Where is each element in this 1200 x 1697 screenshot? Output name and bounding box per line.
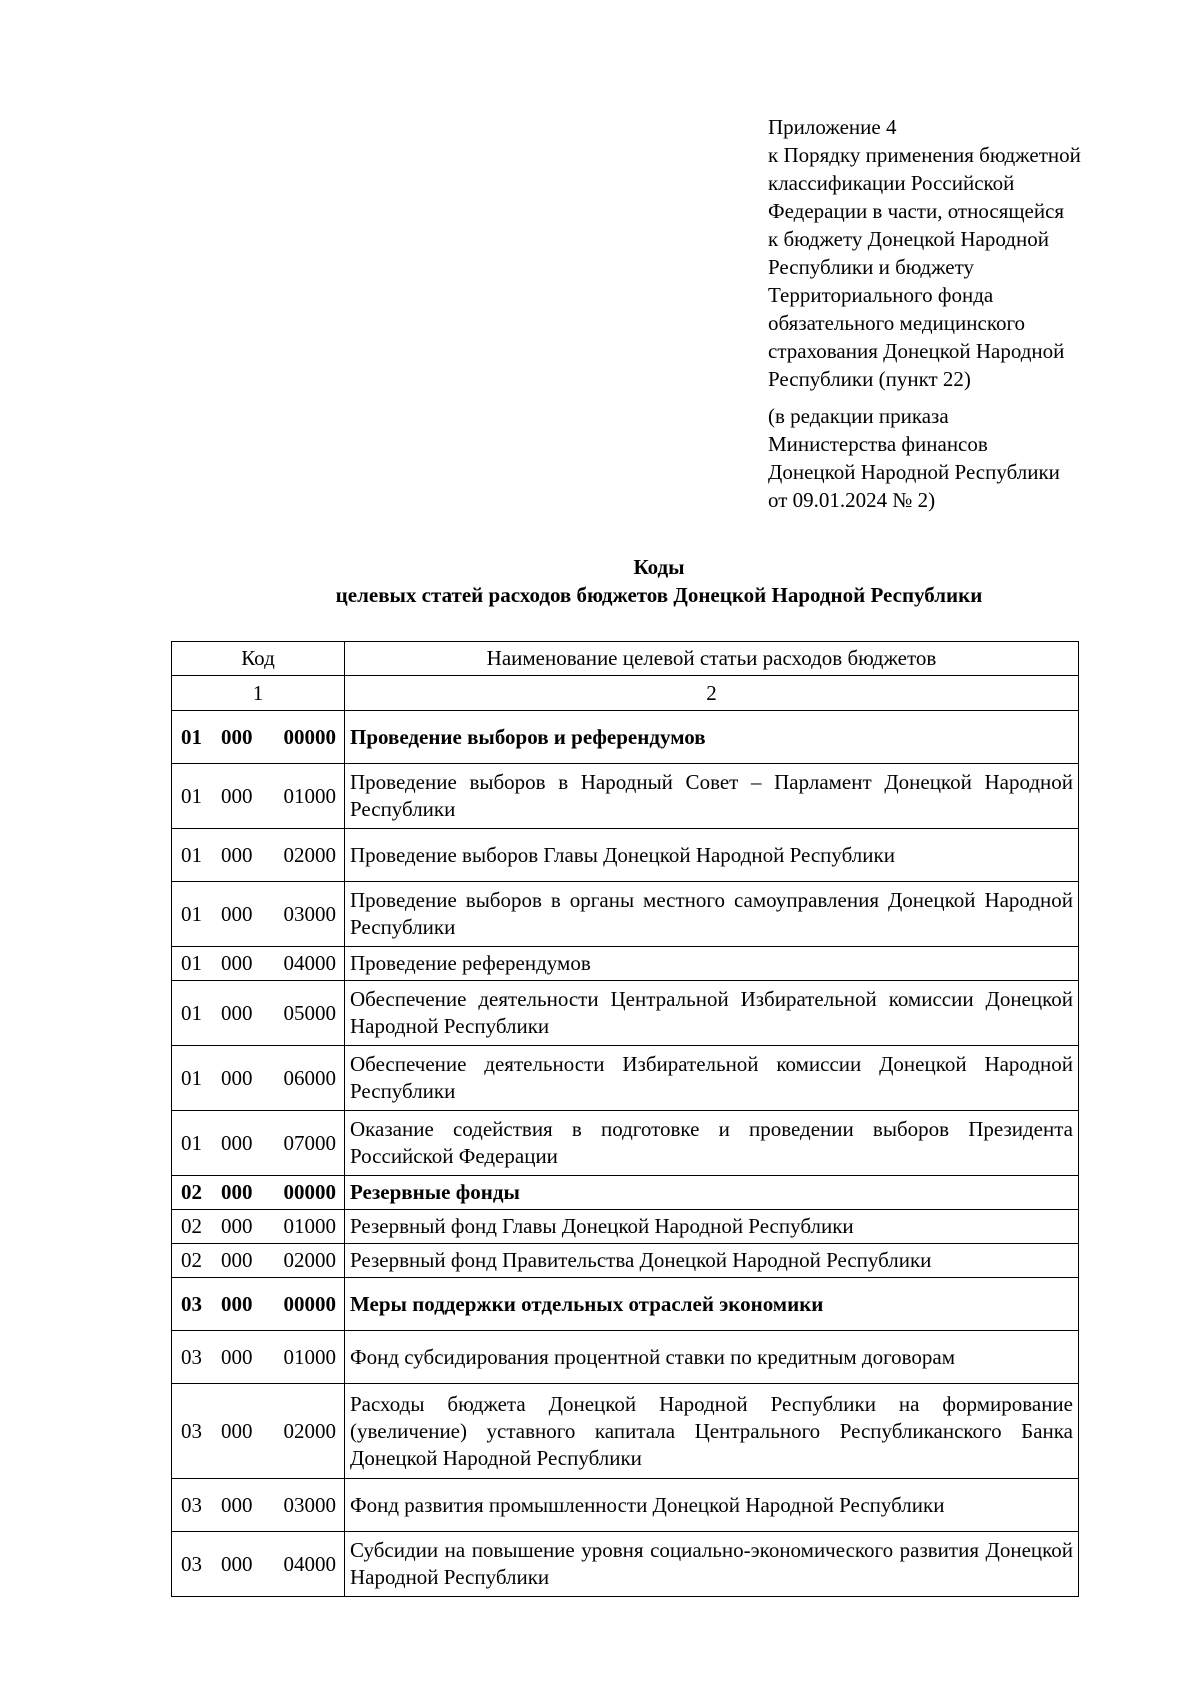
table-row — [172, 981, 1079, 1046]
codes-table — [171, 641, 1079, 1597]
code-parts — [181, 1213, 336, 1240]
row-code — [172, 829, 345, 882]
code-segment: 04000 — [283, 1551, 336, 1576]
code-segment: 01 — [181, 842, 202, 867]
row-name: Проведение референдумов — [345, 947, 1079, 981]
table-row — [172, 711, 1079, 764]
code-parts — [181, 1000, 336, 1027]
code-segment: 000 — [221, 1344, 253, 1369]
row-code — [172, 1532, 345, 1597]
appendix-line: Федерации в части, относящейся — [768, 199, 1065, 223]
code-segment: 01 — [181, 901, 202, 926]
row-name: Обеспечение деятельности Избирательной комиссии Донецкой Народной Республики — [345, 1046, 1079, 1111]
code-segment: 02000 — [283, 1248, 336, 1272]
code-segment: 000 — [221, 1248, 253, 1272]
code-segment: 000 — [221, 951, 253, 975]
appendix-line: страхования Донецкой Народной — [768, 339, 1065, 363]
appendix-line: Приложение 4 — [768, 115, 897, 139]
table-row — [172, 1176, 1079, 1210]
table-row — [172, 1278, 1079, 1331]
code-segment: 04000 — [283, 951, 336, 975]
code-segment: 000 — [221, 1492, 253, 1517]
row-name: Оказание содействия в подготовке и проведении выборов Президента Российской Федерации — [345, 1111, 1079, 1176]
appendix-line: обязательного медицинского — [768, 311, 1026, 335]
code-parts — [181, 842, 336, 869]
code-parts — [181, 1065, 336, 1092]
appendix-line: Республики (пункт 22) — [768, 367, 971, 391]
table-header-row — [172, 642, 1079, 676]
edition-line: от 09.01.2024 № 2) — [768, 488, 936, 512]
table-row — [172, 1244, 1079, 1278]
code-segment: 01 — [181, 951, 202, 975]
appendix-line: к бюджету Донецкой Народной — [768, 227, 1049, 251]
document-title — [0, 553, 1200, 609]
code-segment: 02 — [181, 1180, 202, 1204]
row-code — [172, 1278, 345, 1331]
table-row — [172, 1111, 1079, 1176]
table-row — [172, 1210, 1079, 1244]
code-segment: 000 — [221, 724, 253, 749]
row-name: Резервный фонд Главы Донецкой Народной Республики — [345, 1210, 1079, 1244]
edition-line: (в редакции приказа — [768, 404, 949, 428]
row-code — [172, 764, 345, 829]
table-row — [172, 829, 1079, 882]
table-row — [172, 947, 1079, 981]
code-parts — [181, 1247, 336, 1274]
code-segment: 01 — [181, 1000, 202, 1025]
row-name: Резервный фонд Правительства Донецкой Народной Республики — [345, 1244, 1079, 1278]
row-name: Фонд развития промышленности Донецкой Народной Республики — [345, 1479, 1079, 1532]
code-parts — [181, 950, 336, 977]
code-segment: 00000 — [283, 1291, 336, 1316]
table-row — [172, 882, 1079, 947]
appendix-line: Республики и бюджету — [768, 255, 975, 279]
code-parts — [181, 724, 336, 751]
code-segment: 03 — [181, 1551, 202, 1576]
row-code — [172, 1244, 345, 1278]
code-segment: 06000 — [283, 1065, 336, 1090]
code-segment: 03 — [181, 1291, 202, 1316]
appendix-line: Территориального фонда — [768, 283, 994, 307]
code-segment: 000 — [221, 901, 253, 926]
code-segment: 02 — [181, 1248, 202, 1272]
row-name: Фонд субсидирования процентной ставки по кредитным договорам — [345, 1331, 1079, 1384]
row-code — [172, 711, 345, 764]
table-row — [172, 1532, 1079, 1597]
title-line-2: целевых статей расходов бюджетов Донецкой Народной Республики — [335, 583, 983, 607]
code-segment: 02000 — [283, 842, 336, 867]
code-segment: 000 — [221, 1000, 253, 1025]
code-segment: 00000 — [283, 1180, 336, 1204]
code-segment: 07000 — [283, 1130, 336, 1155]
appendix-lines — [768, 113, 1168, 393]
table-row — [172, 1479, 1079, 1532]
table-row — [172, 764, 1079, 829]
row-name: Субсидии на повышение уровня социально-экономического развития Донецкой Народной Республики — [345, 1532, 1079, 1597]
code-segment: 000 — [221, 1551, 253, 1576]
edition-line: Донецкой Народной Республики — [768, 460, 1060, 484]
code-segment: 01000 — [283, 783, 336, 808]
column-header-code: Код — [172, 642, 345, 676]
code-segment: 000 — [221, 1065, 253, 1090]
row-code — [172, 947, 345, 981]
appendix-header — [768, 113, 1168, 514]
code-segment: 02000 — [283, 1418, 336, 1443]
code-parts — [181, 1179, 336, 1206]
row-name: Расходы бюджета Донецкой Народной Республики на формирование (увеличение) уставного капитала Центрального Республиканского Банка Донецкой Народной Республики — [345, 1384, 1079, 1479]
table-row — [172, 1384, 1079, 1479]
code-segment: 000 — [221, 1418, 253, 1443]
code-segment: 01 — [181, 783, 202, 808]
table-row — [172, 1331, 1079, 1384]
column-number-1: 1 — [172, 676, 345, 711]
code-segment: 000 — [221, 1291, 253, 1316]
row-code — [172, 882, 345, 947]
appendix-line: классификации Российской — [768, 171, 1015, 195]
title-line-1: Коды — [633, 555, 685, 579]
row-name: Обеспечение деятельности Центральной Избирательной комиссии Донецкой Народной Республики — [345, 981, 1079, 1046]
code-parts — [181, 901, 336, 928]
column-number-row — [172, 676, 1079, 711]
row-code — [172, 1331, 345, 1384]
code-parts — [181, 1130, 336, 1157]
code-segment: 03000 — [283, 901, 336, 926]
code-segment: 000 — [221, 1180, 253, 1204]
code-parts — [181, 1344, 336, 1371]
edition-note — [768, 402, 1168, 514]
code-segment: 01 — [181, 1130, 202, 1155]
code-parts — [181, 1291, 336, 1318]
row-code — [172, 1479, 345, 1532]
row-code — [172, 1210, 345, 1244]
code-segment: 01 — [181, 724, 202, 749]
row-code — [172, 1111, 345, 1176]
code-parts — [181, 1492, 336, 1519]
code-segment: 05000 — [283, 1000, 336, 1025]
column-header-name: Наименование целевой статьи расходов бюджетов — [345, 642, 1079, 676]
row-name: Меры поддержки отдельных отраслей экономики — [345, 1278, 1079, 1331]
row-name: Проведение выборов в органы местного самоуправления Донецкой Народной Республики — [345, 882, 1079, 947]
code-segment: 000 — [221, 842, 253, 867]
code-segment: 03000 — [283, 1492, 336, 1517]
code-segment: 03 — [181, 1344, 202, 1369]
code-segment: 000 — [221, 1130, 253, 1155]
row-name: Проведение выборов Главы Донецкой Народной Республики — [345, 829, 1079, 882]
appendix-line: к Порядку применения бюджетной — [768, 143, 1081, 167]
code-segment: 01000 — [283, 1344, 336, 1369]
row-name: Проведение выборов и референдумов — [345, 711, 1079, 764]
code-parts — [181, 1418, 336, 1445]
code-segment: 000 — [221, 783, 253, 808]
code-parts — [181, 783, 336, 810]
code-segment: 02 — [181, 1214, 202, 1238]
code-segment: 01000 — [283, 1214, 336, 1238]
row-code — [172, 1384, 345, 1479]
row-name: Резервные фонды — [345, 1176, 1079, 1210]
code-segment: 03 — [181, 1418, 202, 1443]
code-segment: 000 — [221, 1214, 253, 1238]
row-code — [172, 1046, 345, 1111]
code-parts — [181, 1551, 336, 1578]
row-code — [172, 1176, 345, 1210]
row-name: Проведение выборов в Народный Совет – Парламент Донецкой Народной Республики — [345, 764, 1079, 829]
code-segment: 00000 — [283, 724, 336, 749]
table-row — [172, 1046, 1079, 1111]
edition-line: Министерства финансов — [768, 432, 988, 456]
column-number-2: 2 — [345, 676, 1079, 711]
row-code — [172, 981, 345, 1046]
code-segment: 01 — [181, 1065, 202, 1090]
code-segment: 03 — [181, 1492, 202, 1517]
